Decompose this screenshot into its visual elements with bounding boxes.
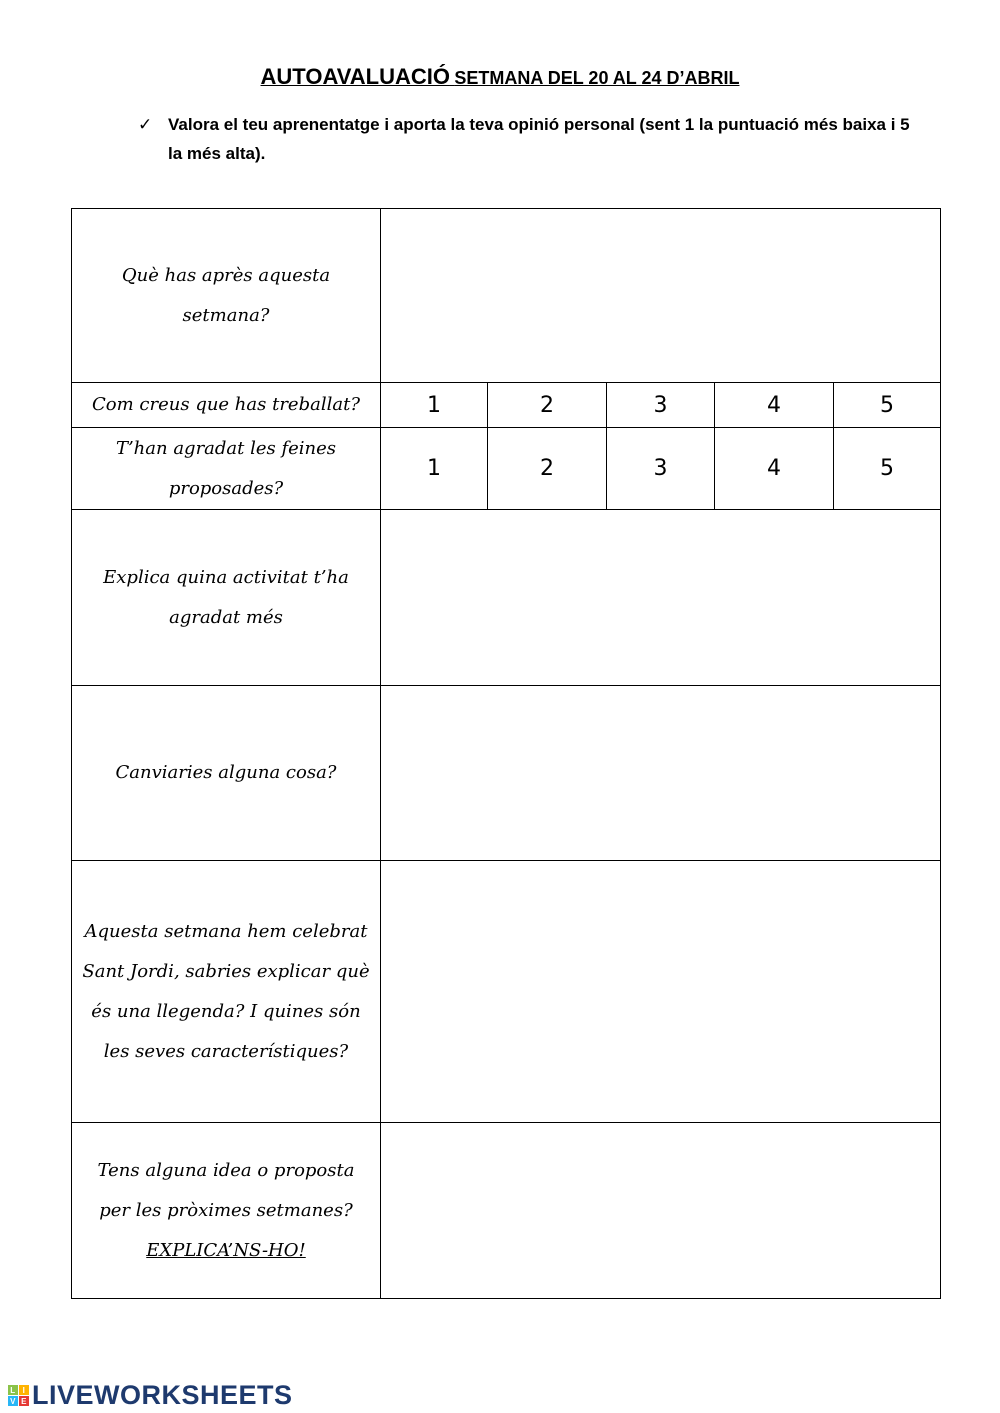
question-ideas: Tens alguna idea o proposta per les pròximes setmanes? EXPLICA’NS-HO! — [71, 1122, 381, 1299]
rating-liked-3[interactable]: 3 — [606, 427, 715, 510]
question-legend: Aquesta setmana hem celebrat Sant Jordi, sabries explicar què és una llegenda? I quines són les seves característiques? — [71, 860, 381, 1123]
answer-learned[interactable] — [380, 208, 941, 383]
liveworksheets-logo: L I V E LIVEWORKSHEETS — [8, 1380, 293, 1411]
rating-liked-1[interactable]: 1 — [380, 427, 488, 510]
answer-change[interactable] — [380, 685, 941, 861]
rating-worked-4[interactable]: 4 — [714, 382, 834, 428]
rating-worked-5[interactable]: 5 — [833, 382, 941, 428]
rating-liked-5[interactable]: 5 — [833, 427, 941, 510]
logo-icon: L I V E — [8, 1385, 29, 1406]
page-title: AUTOAVALUACIÓ SETMANA DEL 20 AL 24 D’ABRIL — [260, 64, 740, 89]
question-favorite: Explica quina activitat t’ha agradat més — [71, 509, 381, 686]
rating-worked-2[interactable]: 2 — [487, 382, 607, 428]
question-change: Canviaries alguna cosa? — [71, 685, 381, 861]
question-learned: Què has après aquesta setmana? — [71, 208, 381, 383]
rating-worked-1[interactable]: 1 — [380, 382, 488, 428]
answer-favorite[interactable] — [380, 509, 941, 686]
question-worked: Com creus que has treballat? — [71, 382, 381, 428]
answer-legend[interactable] — [380, 860, 941, 1123]
answer-ideas[interactable] — [380, 1122, 941, 1299]
question-liked: T’han agradat les feines proposades? — [71, 427, 381, 510]
instruction: ✓ Valora el teu aprenentatge i aporta la teva opinió personal (sent 1 la puntuació més baixa i 5 la més alta). — [138, 110, 918, 168]
rating-liked-4[interactable]: 4 — [714, 427, 834, 510]
rating-liked-2[interactable]: 2 — [487, 427, 607, 510]
ideas-emphasis: EXPLICA’NS-HO! — [146, 1239, 306, 1261]
rating-worked-3[interactable]: 3 — [606, 382, 715, 428]
checkmark-icon: ✓ — [138, 115, 153, 134]
